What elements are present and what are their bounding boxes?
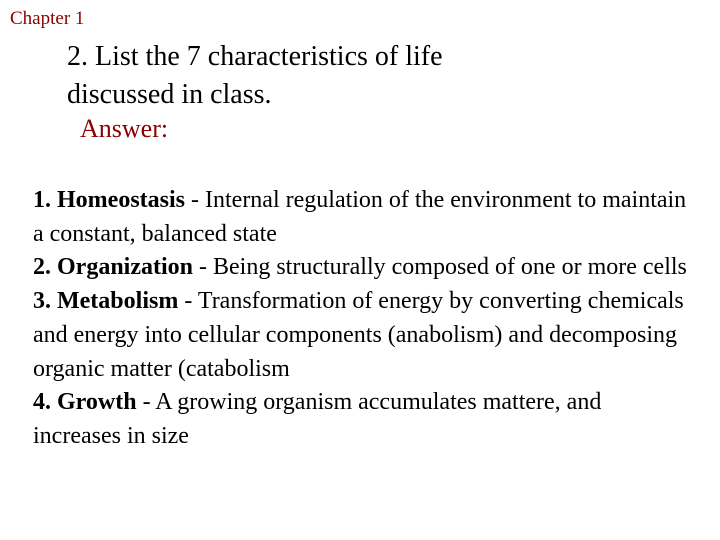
item-description: Transformation of energy by converting chemicals and energy into cellular components (anabolism) and decomposing organic matter (catabolism <box>33 288 684 382</box>
item-description: A growing organism accumulates mattere, and increases in size <box>33 389 602 449</box>
item-term: Metabolism <box>57 288 179 315</box>
list-item <box>33 288 684 381</box>
item-separator: - <box>193 254 213 281</box>
chapter-label: Chapter 1 <box>10 8 85 29</box>
item-number: 3. <box>33 288 51 315</box>
item-number: 1. <box>33 187 51 213</box>
item-description: Being structurally composed of one or more cells <box>213 254 687 281</box>
item-term: Organization <box>57 254 193 281</box>
answer-list <box>33 184 693 454</box>
item-separator: - <box>178 288 198 315</box>
item-separator: - <box>185 187 205 213</box>
item-term: Growth <box>57 389 137 416</box>
item-separator: - <box>136 389 156 416</box>
item-number: 2. <box>33 254 51 281</box>
question-text <box>67 38 667 114</box>
item-description: Internal regulation of the environment to maintain a constant, balanced state <box>33 187 687 247</box>
list-item <box>33 389 601 449</box>
question-line-2: discussed in class. <box>67 79 272 110</box>
list-item <box>33 187 686 247</box>
item-number: 4. <box>33 389 51 416</box>
list-item <box>33 254 687 280</box>
answer-label: Answer: <box>80 114 169 143</box>
item-term: Homeostasis <box>57 187 185 213</box>
question-line-1: 2. List the 7 characteristics of life <box>67 41 443 72</box>
